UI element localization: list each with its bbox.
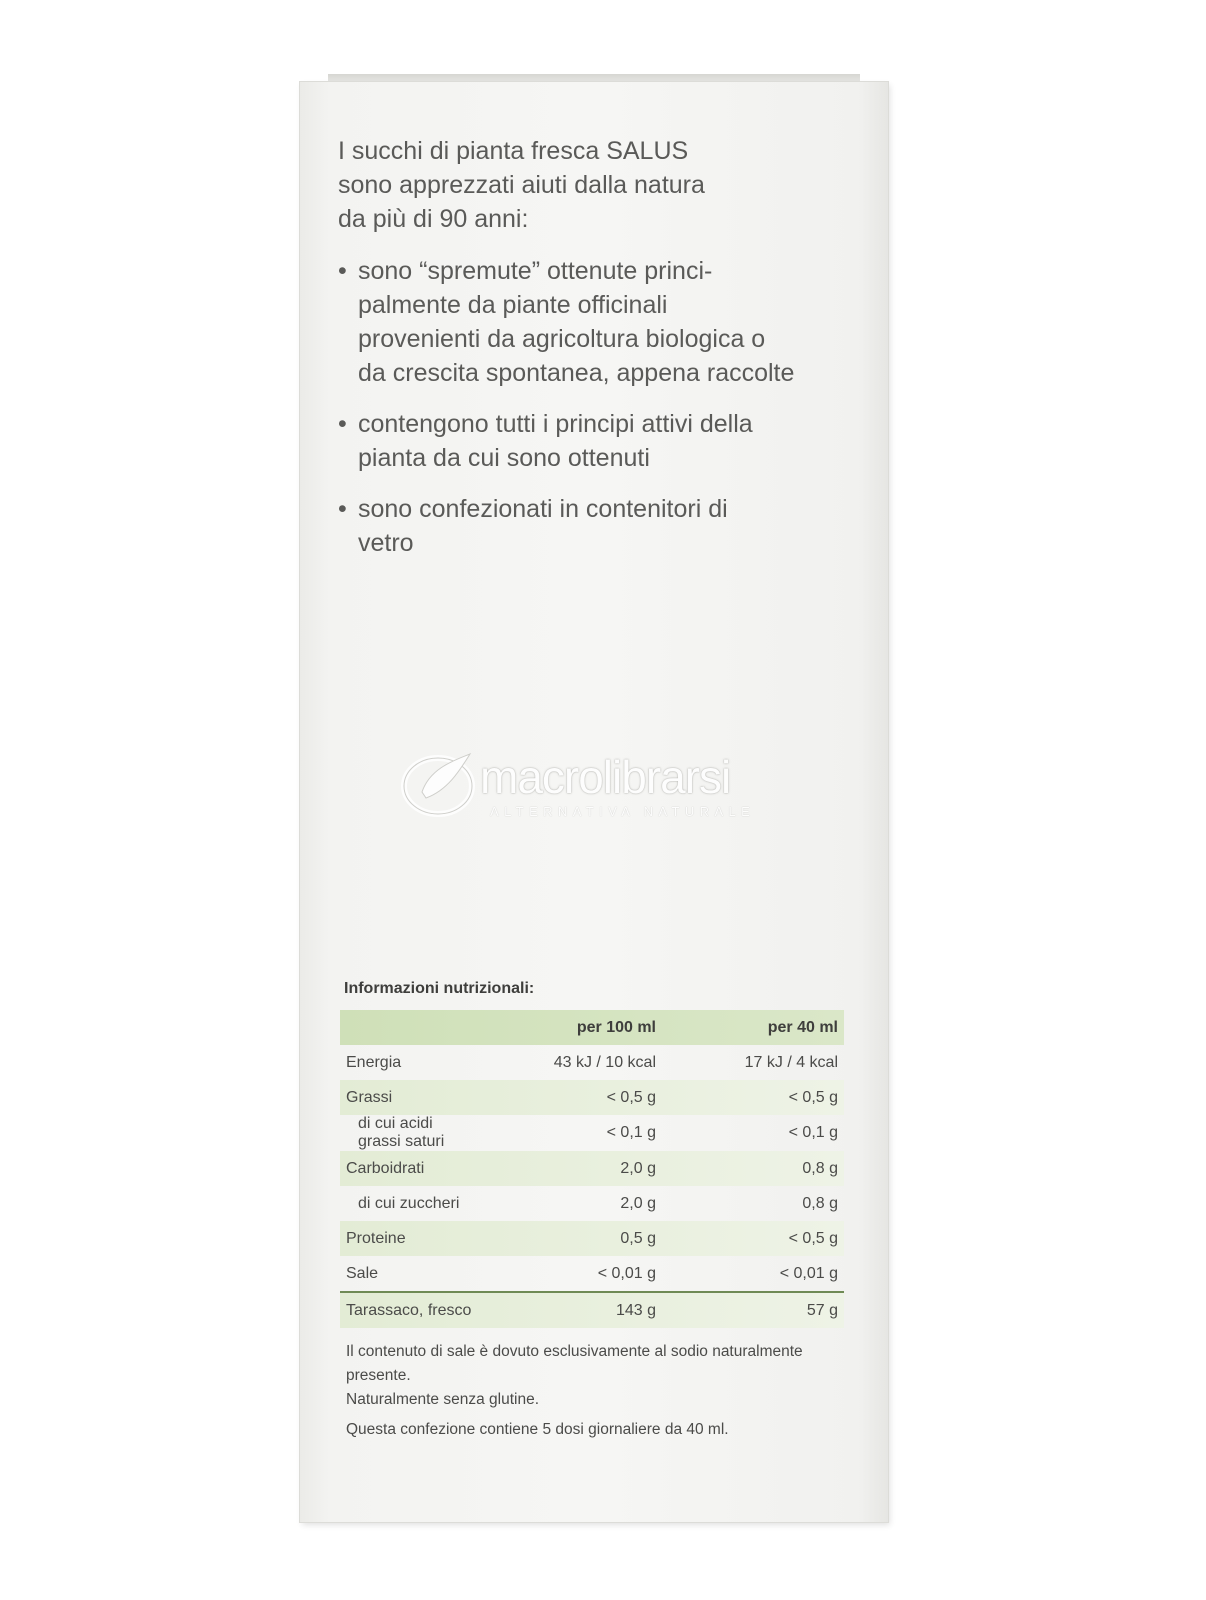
header-label-cell bbox=[340, 1010, 480, 1045]
bullet-item bbox=[338, 407, 858, 475]
table-row bbox=[340, 1080, 844, 1115]
watermark-tagline: ALTERNATIVA NATURALE bbox=[490, 804, 756, 819]
bullet-dot-icon: • bbox=[338, 257, 347, 285]
table-header-row bbox=[340, 1010, 844, 1045]
row-value-40ml: 17 kJ / 4 kcal bbox=[744, 1053, 838, 1071]
row-label: di cui acidi grassi saturi bbox=[358, 1115, 445, 1150]
header-per-40ml: per 40 ml bbox=[767, 1018, 838, 1036]
nutrition-table bbox=[340, 1010, 844, 1328]
bullet-text: sono confezionati in contenitori di vetro bbox=[358, 495, 728, 557]
table-row bbox=[340, 1115, 844, 1151]
nutrition-title: Informazioni nutrizionali: bbox=[344, 980, 535, 997]
table-row bbox=[340, 1151, 844, 1186]
row-value-100ml: 143 g bbox=[480, 1292, 662, 1328]
row-value-100ml: 2,0 g bbox=[620, 1194, 656, 1212]
row-label: Carboidrati bbox=[346, 1159, 425, 1177]
row-value-40ml: < 0,1 g bbox=[788, 1124, 838, 1141]
row-value-100ml: < 0,5 g bbox=[606, 1088, 656, 1106]
bullet-item bbox=[338, 492, 858, 560]
table-row bbox=[340, 1045, 844, 1080]
row-value-40ml: 0,8 g bbox=[802, 1194, 838, 1212]
intro-line: sono apprezzati aiuti dalla natura bbox=[338, 171, 705, 199]
intro-line: I succhi di pianta fresca SALUS bbox=[338, 137, 689, 165]
row-label: Sale bbox=[346, 1264, 379, 1282]
row-label: Proteine bbox=[346, 1229, 406, 1247]
header-per-100ml: per 100 ml bbox=[576, 1018, 656, 1036]
bullet-list bbox=[338, 254, 858, 577]
row-value-100ml: 2,0 g bbox=[620, 1159, 656, 1177]
bullet-dot-icon: • bbox=[338, 495, 347, 523]
note-line: Questa confezione contiene 5 dosi giornaliere da 40 ml. bbox=[346, 1421, 729, 1438]
note-line: Il contenuto di sale è dovuto esclusivamente al sodio naturalmente presente. bbox=[346, 1343, 803, 1384]
table-row bbox=[340, 1221, 844, 1256]
row-value-100ml: 43 kJ / 10 kcal bbox=[553, 1053, 656, 1071]
row-value-40ml: < 0,01 g bbox=[779, 1264, 838, 1282]
table-row bbox=[340, 1186, 844, 1221]
table-row bbox=[340, 1256, 844, 1292]
row-value-100ml: < 0,01 g bbox=[597, 1264, 656, 1282]
row-label: Energia bbox=[346, 1053, 402, 1071]
intro-text bbox=[338, 134, 858, 236]
row-value-100ml: < 0,1 g bbox=[606, 1124, 656, 1141]
row-value-40ml: 57 g bbox=[662, 1292, 844, 1328]
row-value-40ml: < 0,5 g bbox=[788, 1229, 838, 1247]
note-line: Naturalmente senza glutine. bbox=[346, 1391, 540, 1408]
row-label: di cui zuccheri bbox=[358, 1194, 460, 1212]
row-value-100ml: 0,5 g bbox=[620, 1229, 656, 1247]
watermark bbox=[400, 748, 790, 828]
row-label: Grassi bbox=[346, 1088, 393, 1106]
row-value-40ml: < 0,5 g bbox=[788, 1088, 838, 1106]
bullet-text: sono “spremute” ottenute princi- palmente da piante officinali provenienti da agricoltura biologica o da crescita spontanea, appena raccolte bbox=[358, 257, 795, 387]
table-row bbox=[340, 1292, 844, 1328]
row-value-40ml: 0,8 g bbox=[802, 1159, 838, 1177]
intro-line: da più di 90 anni: bbox=[338, 205, 529, 233]
leaf-logo-icon bbox=[400, 748, 478, 820]
row-label: Tarassaco, fresco bbox=[340, 1292, 480, 1328]
bullet-text: contengono tutti i principi attivi della pianta da cui sono ottenuti bbox=[358, 410, 753, 472]
bullet-item bbox=[338, 254, 858, 390]
bullet-dot-icon: • bbox=[338, 410, 347, 438]
watermark-name: macrolibrarsi bbox=[480, 751, 731, 803]
nutrition-notes bbox=[346, 1340, 846, 1442]
